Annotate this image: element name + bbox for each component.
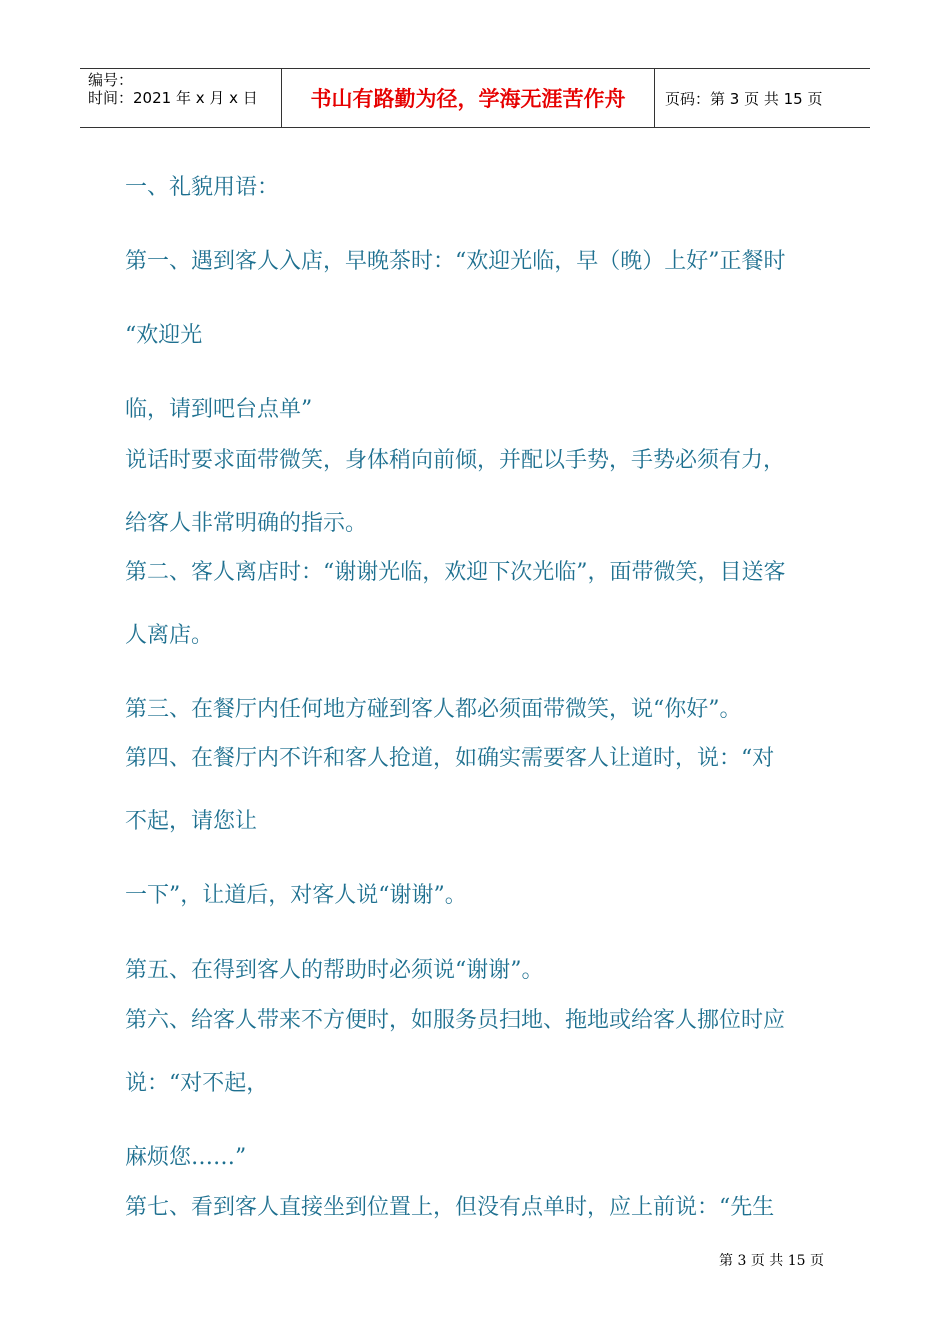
body-line: 第一、遇到客人入店，早晚茶时：“欢迎光临，早（晚）上好”正餐时 bbox=[125, 249, 786, 274]
body-line: 麻烦您……” bbox=[125, 1145, 247, 1170]
body-line: 第七、看到客人直接坐到位置上，但没有点单时，应上前说：“先生 bbox=[125, 1195, 775, 1220]
body-line: “欢迎光 bbox=[125, 323, 203, 348]
body-line: 第二、客人离店时：“谢谢光临，欢迎下次光临”，面带微笑，目送客 bbox=[125, 560, 786, 585]
body-line: 第六、给客人带来不方便时，如服务员扫地、拖地或给客人挪位时应 bbox=[125, 1008, 786, 1033]
body-line: 一下”，让道后，对客人说“谢谢”。 bbox=[125, 883, 467, 908]
body-line: 人离店。 bbox=[125, 623, 214, 648]
body-line: 说：“对不起， bbox=[125, 1071, 269, 1096]
header-motto: 书山有路勤为径，学海无涯苦作舟 bbox=[282, 69, 655, 127]
body-line: 第四、在餐厅内不许和客人抢道，如确实需要客人让道时，说：“对 bbox=[125, 746, 775, 771]
section-heading: 一、礼貌用语： bbox=[125, 175, 280, 200]
page-footer: 第 3 页 共 15 页 bbox=[719, 1253, 824, 1269]
header-page-code: 页码：第 3 页 共 15 页 bbox=[665, 89, 823, 108]
time-label: 时间：2021 年 x 月 x 日 bbox=[88, 89, 258, 107]
body-line: 不起，请您让 bbox=[125, 809, 258, 834]
body-line: 说话时要求面带微笑，身体稍向前倾，并配以手势，手势必须有力， bbox=[125, 448, 786, 473]
number-label: 编号： bbox=[88, 71, 134, 89]
page-header bbox=[80, 68, 870, 128]
header-meta bbox=[80, 69, 282, 127]
body-line: 第三、在餐厅内任何地方碰到客人都必须面带微笑，说“你好”。 bbox=[125, 697, 742, 722]
body-line: 临，请到吧台点单” bbox=[125, 397, 313, 422]
body-line: 给客人非常明确的指示。 bbox=[125, 511, 368, 536]
body-line: 第五、在得到客人的帮助时必须说“谢谢”。 bbox=[125, 958, 544, 983]
